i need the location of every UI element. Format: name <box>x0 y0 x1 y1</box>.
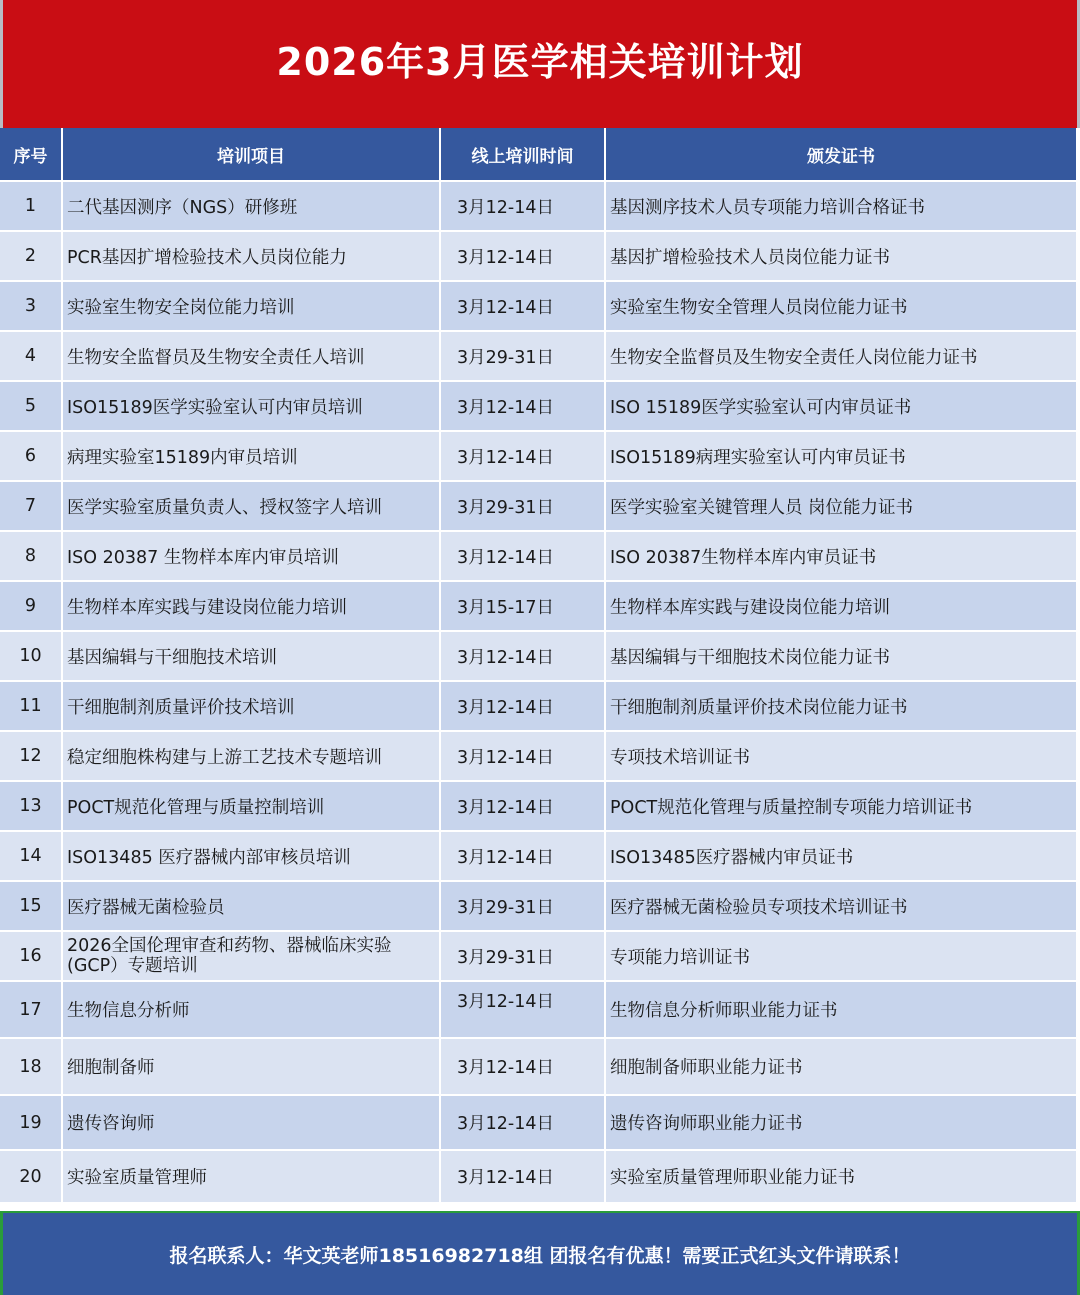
training-date: 3月29-31日 <box>440 881 605 931</box>
training-date: 3月12-14日 <box>440 181 605 231</box>
page-title: 2026年3月医学相关培训计划 <box>276 39 804 84</box>
training-project: 病理实验室15189内审员培训 <box>62 431 440 481</box>
training-project: ISO15189医学实验室认可内审员培训 <box>62 381 440 431</box>
training-date: 3月12-14日 <box>440 231 605 281</box>
training-date: 3月15-17日 <box>440 581 605 631</box>
table-row <box>0 831 1076 881</box>
certificate-name: 生物样本库实践与建设岗位能力培训 <box>605 581 1076 631</box>
table-row <box>0 681 1076 731</box>
table-header <box>0 128 1076 181</box>
training-date: 3月12-14日 <box>440 631 605 681</box>
row-number: 6 <box>0 431 62 481</box>
certificate-name: 生物信息分析师职业能力证书 <box>605 981 1076 1038</box>
table-row <box>0 881 1076 931</box>
certificate-name: 生物安全监督员及生物安全责任人岗位能力证书 <box>605 331 1076 381</box>
row-number: 7 <box>0 481 62 531</box>
certificate-name: 基因编辑与干细胞技术岗位能力证书 <box>605 631 1076 681</box>
table-row <box>0 931 1076 981</box>
training-project: 医疗器械无菌检验员 <box>62 881 440 931</box>
table-row <box>0 481 1076 531</box>
certificate-name: ISO13485医疗器械内审员证书 <box>605 831 1076 881</box>
certificate-name: 实验室生物安全管理人员岗位能力证书 <box>605 281 1076 331</box>
training-date: 3月12-14日 <box>440 531 605 581</box>
table-row <box>0 231 1076 281</box>
training-date: 3月12-14日 <box>440 681 605 731</box>
table-row <box>0 531 1076 581</box>
row-number: 11 <box>0 681 62 731</box>
row-number: 16 <box>0 931 62 981</box>
row-number: 18 <box>0 1038 62 1095</box>
certificate-name: 基因测序技术人员专项能力培训合格证书 <box>605 181 1076 231</box>
table-row <box>0 431 1076 481</box>
column-header-project: 培训项目 <box>62 128 440 181</box>
training-project: ISO13485 医疗器械内部审核员培训 <box>62 831 440 881</box>
training-date: 3月12-14日 <box>440 981 605 1038</box>
row-number: 5 <box>0 381 62 431</box>
row-number: 9 <box>0 581 62 631</box>
training-project: 二代基因测序（NGS）研修班 <box>62 181 440 231</box>
training-project: 遗传咨询师 <box>62 1095 440 1150</box>
training-project: 细胞制备师 <box>62 1038 440 1095</box>
footer-contact-bar <box>0 1211 1080 1295</box>
training-project: ISO 20387 生物样本库内审员培训 <box>62 531 440 581</box>
training-project: POCT规范化管理与质量控制培训 <box>62 781 440 831</box>
table-row <box>0 1038 1076 1095</box>
table-body <box>0 181 1076 1203</box>
training-project: 干细胞制剂质量评价技术培训 <box>62 681 440 731</box>
certificate-name: 干细胞制剂质量评价技术岗位能力证书 <box>605 681 1076 731</box>
row-number: 19 <box>0 1095 62 1150</box>
certificate-name: ISO15189病理实验室认可内审员证书 <box>605 431 1076 481</box>
training-date: 3月12-14日 <box>440 381 605 431</box>
table-row <box>0 1095 1076 1150</box>
certificate-name: ISO 20387生物样本库内审员证书 <box>605 531 1076 581</box>
row-number: 2 <box>0 231 62 281</box>
training-date: 3月29-31日 <box>440 931 605 981</box>
row-number: 3 <box>0 281 62 331</box>
training-date: 3月12-14日 <box>440 431 605 481</box>
training-date: 3月12-14日 <box>440 281 605 331</box>
row-number: 8 <box>0 531 62 581</box>
row-number: 14 <box>0 831 62 881</box>
table-row <box>0 281 1076 331</box>
training-table-container <box>0 128 1076 1204</box>
table-row <box>0 181 1076 231</box>
training-date: 3月29-31日 <box>440 331 605 381</box>
table-row <box>0 1150 1076 1203</box>
header-row <box>0 128 1076 181</box>
certificate-name: POCT规范化管理与质量控制专项能力培训证书 <box>605 781 1076 831</box>
column-header-certificate: 颁发证书 <box>605 128 1076 181</box>
column-header-no: 序号 <box>0 128 62 181</box>
row-number: 20 <box>0 1150 62 1203</box>
row-number: 13 <box>0 781 62 831</box>
training-project: 稳定细胞株构建与上游工艺技术专题培训 <box>62 731 440 781</box>
training-project: 生物样本库实践与建设岗位能力培训 <box>62 581 440 631</box>
training-date: 3月12-14日 <box>440 731 605 781</box>
training-date: 3月12-14日 <box>440 781 605 831</box>
training-project: 生物信息分析师 <box>62 981 440 1038</box>
training-date: 3月29-31日 <box>440 481 605 531</box>
training-project: 实验室生物安全岗位能力培训 <box>62 281 440 331</box>
row-number: 15 <box>0 881 62 931</box>
training-date: 3月12-14日 <box>440 831 605 881</box>
training-project: 基因编辑与干细胞技术培训 <box>62 631 440 681</box>
certificate-name: 基因扩增检验技术人员岗位能力证书 <box>605 231 1076 281</box>
training-table <box>0 128 1076 1204</box>
table-row <box>0 781 1076 831</box>
training-date: 3月12-14日 <box>440 1095 605 1150</box>
contact-text: 报名联系人：华文英老师18516982718组 团报名有优惠！需要正式红头文件请联系！ <box>169 1244 911 1267</box>
table-row <box>0 381 1076 431</box>
table-row <box>0 981 1076 1038</box>
certificate-name: 医学实验室关键管理人员 岗位能力证书 <box>605 481 1076 531</box>
row-number: 10 <box>0 631 62 681</box>
certificate-name: 实验室质量管理师职业能力证书 <box>605 1150 1076 1203</box>
certificate-name: 专项技术培训证书 <box>605 731 1076 781</box>
certificate-name: 细胞制备师职业能力证书 <box>605 1038 1076 1095</box>
training-project: PCR基因扩增检验技术人员岗位能力 <box>62 231 440 281</box>
certificate-name: 专项能力培训证书 <box>605 931 1076 981</box>
certificate-name: 医疗器械无菌检验员专项技术培训证书 <box>605 881 1076 931</box>
row-number: 17 <box>0 981 62 1038</box>
training-date: 3月12-14日 <box>440 1038 605 1095</box>
certificate-name: 遗传咨询师职业能力证书 <box>605 1095 1076 1150</box>
training-project: 医学实验室质量负责人、授权签字人培训 <box>62 481 440 531</box>
training-project: 生物安全监督员及生物安全责任人培训 <box>62 331 440 381</box>
title-banner <box>0 0 1080 128</box>
certificate-name: ISO 15189医学实验室认可内审员证书 <box>605 381 1076 431</box>
training-project: 2026全国伦理审查和药物、器械临床实验(GCP）专题培训 <box>62 931 440 981</box>
row-number: 1 <box>0 181 62 231</box>
table-row <box>0 581 1076 631</box>
table-row <box>0 631 1076 681</box>
row-number: 4 <box>0 331 62 381</box>
training-project: 实验室质量管理师 <box>62 1150 440 1203</box>
column-header-date: 线上培训时间 <box>440 128 605 181</box>
table-row <box>0 331 1076 381</box>
row-number: 12 <box>0 731 62 781</box>
training-date: 3月12-14日 <box>440 1150 605 1203</box>
table-row <box>0 731 1076 781</box>
